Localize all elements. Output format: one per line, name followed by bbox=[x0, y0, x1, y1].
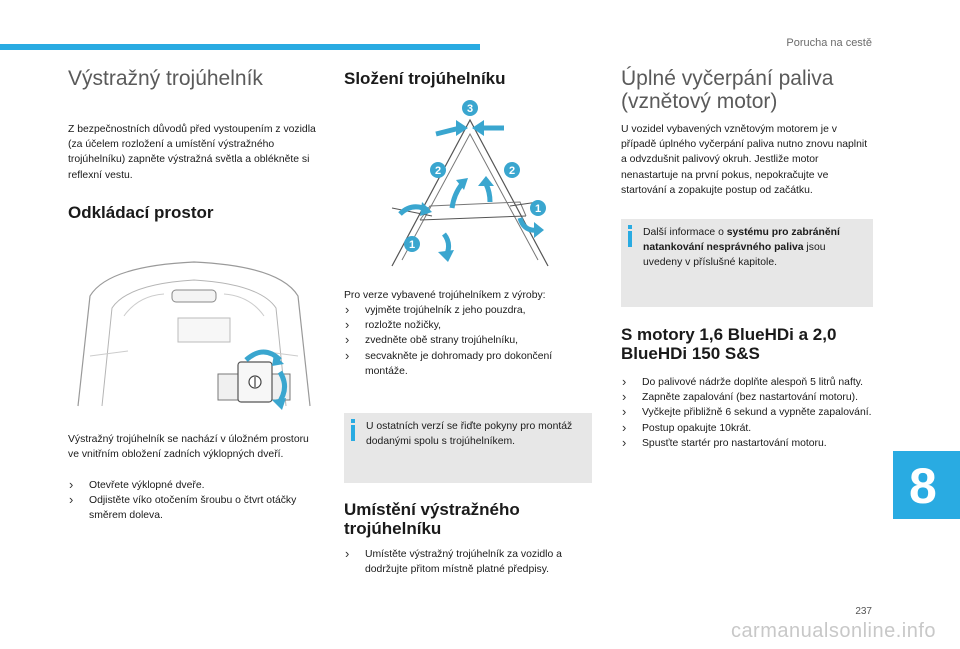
list-item: › vyjměte trojúhelník z jeho pouzdra, bbox=[344, 303, 592, 318]
step-label-2-left: 2 bbox=[434, 165, 442, 177]
step-label-2-right: 2 bbox=[508, 165, 516, 177]
list-item: › Spusťte startér pro nastartování motoru. bbox=[621, 436, 873, 451]
assembly-steps-list bbox=[344, 303, 592, 379]
step-label-1-right: 1 bbox=[534, 203, 542, 215]
placement-steps-list bbox=[344, 547, 592, 577]
triangle-assembly-diagram bbox=[360, 98, 580, 274]
chapter-number: 8 bbox=[909, 458, 937, 514]
info-icon-dot bbox=[628, 225, 632, 229]
watermark: carmanualsonline.info bbox=[730, 620, 936, 642]
info-icon bbox=[351, 425, 355, 441]
list-item: › Otevřete výklopné dveře. bbox=[68, 478, 318, 493]
section-title-warning-triangle: Výstražný trojúhelník bbox=[68, 67, 263, 90]
info-text: Další informace o systému pro zabránění natankování nesprávného paliva jsou uvedeny v příslušné kapitole. bbox=[643, 227, 840, 269]
step-label-3: 3 bbox=[466, 103, 474, 115]
chapter-tab bbox=[893, 451, 960, 519]
section-title-assembly: Složení trojúhelníku bbox=[344, 69, 506, 88]
info-icon bbox=[628, 231, 632, 247]
step-label-1-left: 1 bbox=[408, 239, 416, 251]
list-item: › Zapněte zapalování (bez nastartování motoru). bbox=[621, 390, 873, 405]
list-item: › Odjistěte víko otočením šroubu o čtvrt otáčky směrem doleva. bbox=[68, 493, 318, 523]
warning-intro-text: Z bezpečnostních důvodů před vystoupením z vozidla (za účelem rozložení a umístění výstražného trojúhelníku) zapněte výstražná světla a oblékněte si reflexní vestu. bbox=[68, 124, 316, 181]
trunk-storage-illustration bbox=[68, 256, 320, 416]
list-item: › secvakněte je dohromady pro dokončení montáže. bbox=[344, 349, 592, 379]
info-box-misfuel bbox=[621, 219, 873, 307]
list-item: › Postup opakujte 10krát. bbox=[621, 421, 873, 436]
list-item: › Do palivové nádrže doplňte alespoň 5 litrů nafty. bbox=[621, 375, 873, 390]
engine-steps-list bbox=[621, 375, 873, 451]
info-box-other-versions bbox=[344, 413, 592, 483]
info-text: U ostatních verzí se řiďte pokyny pro montáž dodanými spolu s trojúhelníkem. bbox=[366, 421, 573, 448]
section-title-storage: Odkládací prostor bbox=[68, 203, 214, 222]
section-title-placement: Umístění výstražného trojúhelníku bbox=[344, 500, 520, 538]
storage-text: Výstražný trojúhelník se nachází v úložném prostoru ve vnitřním obložení zadních výklopných dveří. bbox=[68, 434, 309, 461]
storage-steps-list bbox=[68, 478, 318, 524]
list-item: › zvedněte obě strany trojúhelníku, bbox=[344, 333, 592, 348]
list-item: › Vyčkejte přibližně 6 sekund a vypněte zapalování. bbox=[621, 405, 873, 420]
header-accent-bar bbox=[0, 44, 480, 50]
chapter-title: Porucha na cestě bbox=[786, 37, 872, 49]
section-title-engines: S motory 1,6 BlueHDi a 2,0 BlueHDi 150 S&S bbox=[621, 325, 837, 363]
assembly-intro: Pro verze vybavené trojúhelníkem z výroby: bbox=[344, 290, 546, 301]
list-item: › rozložte nožičky, bbox=[344, 318, 592, 333]
fuel-intro-text: U vozidel vybavených vznětovým motorem je v případě úplného vyčerpání paliva nutno znovu naplnit a odvzdušnit palivový okruh. Jestliže motor nenastartuje na první pokus, nepokračujte ve startování a zopakujte postup od začátku. bbox=[621, 124, 868, 196]
page-number: 237 bbox=[855, 606, 872, 617]
info-text-bold: systému pro zabránění natankování nesprávného paliva bbox=[643, 227, 840, 254]
info-icon-dot bbox=[351, 419, 355, 423]
section-title-fuel-exhaustion: Úplné vyčerpání paliva (vznětový motor) bbox=[621, 67, 834, 113]
list-item: › Umístěte výstražný trojúhelník za vozidlo a dodržujte přitom místně platné předpisy. bbox=[344, 547, 592, 577]
